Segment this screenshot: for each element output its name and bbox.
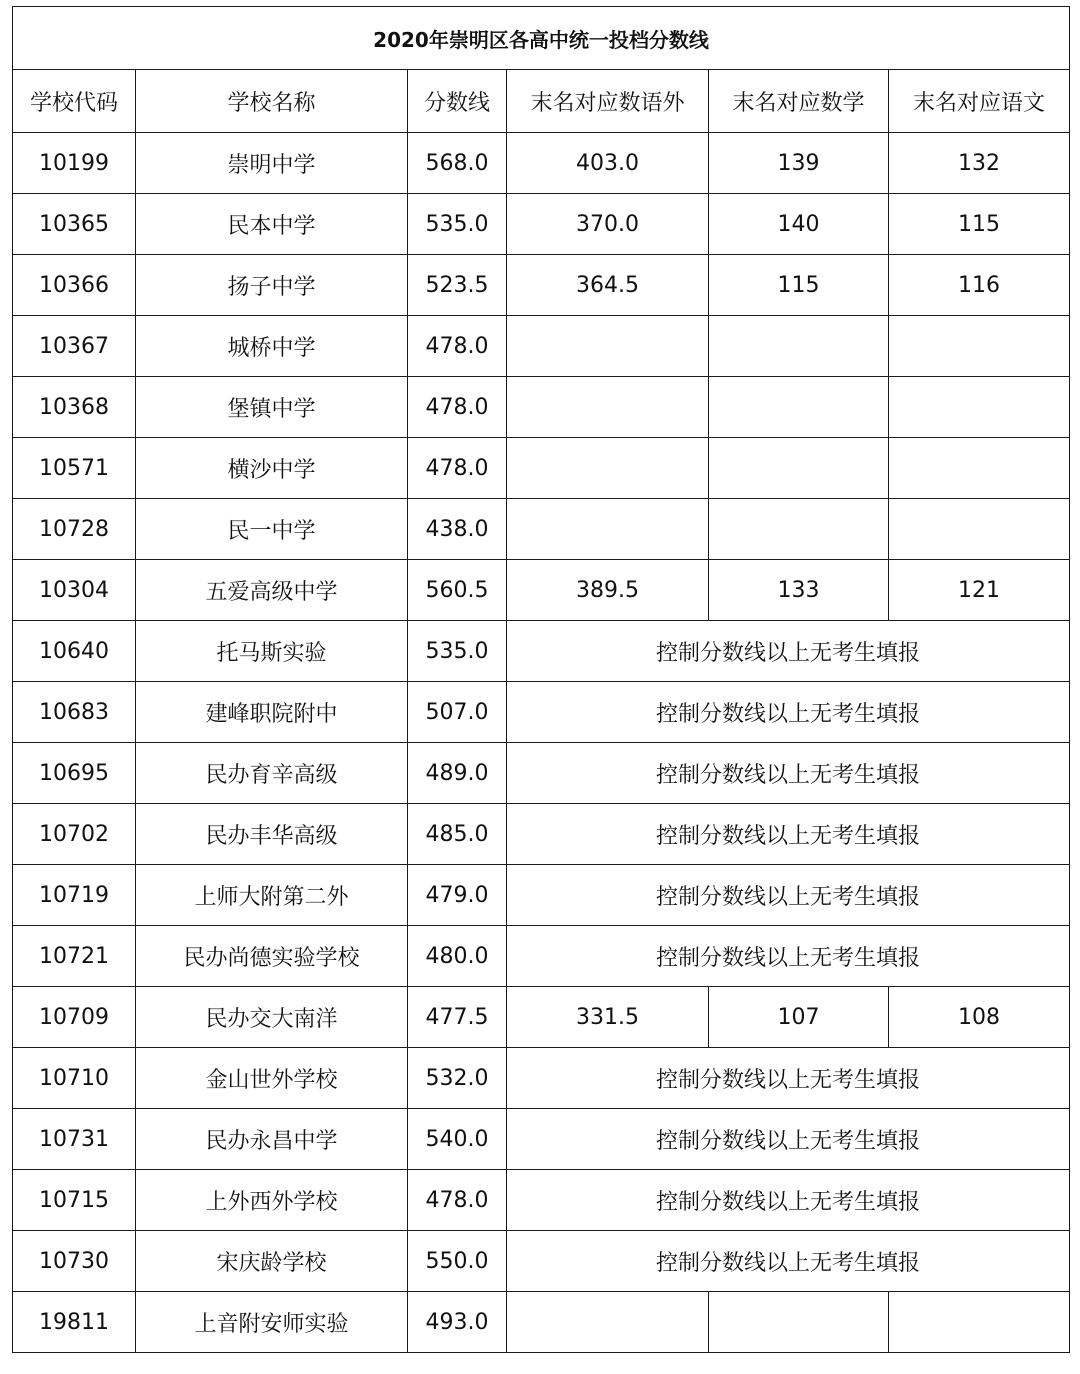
cell-school-code: 10683	[13, 682, 136, 743]
table-header-row	[13, 70, 1070, 133]
cell-school-name: 民办永昌中学	[136, 1109, 408, 1170]
table-row	[13, 804, 1070, 865]
header-school-code: 学校代码	[13, 70, 136, 133]
cell-school-name: 扬子中学	[136, 255, 408, 316]
cell-last-math: 140	[709, 194, 889, 255]
cell-note: 控制分数线以上无考生填报	[507, 621, 1070, 682]
cell-school-code: 10719	[13, 865, 136, 926]
table-row	[13, 560, 1070, 621]
cell-school-name: 金山世外学校	[136, 1048, 408, 1109]
cell-score-line: 532.0	[408, 1048, 507, 1109]
cell-last-math	[709, 499, 889, 560]
cell-school-name: 堡镇中学	[136, 377, 408, 438]
cell-last-sum-three	[507, 499, 709, 560]
cell-school-name: 上师大附第二外	[136, 865, 408, 926]
table-row	[13, 438, 1070, 499]
cell-last-math: 139	[709, 133, 889, 194]
table-row	[13, 1109, 1070, 1170]
cell-last-math	[709, 1292, 889, 1353]
table-row	[13, 1170, 1070, 1231]
cell-score-line: 485.0	[408, 804, 507, 865]
cell-last-chinese	[889, 438, 1070, 499]
cell-school-name: 民一中学	[136, 499, 408, 560]
cell-school-code: 10715	[13, 1170, 136, 1231]
cell-school-code: 10695	[13, 743, 136, 804]
score-table	[12, 6, 1070, 1353]
cell-note: 控制分数线以上无考生填报	[507, 926, 1070, 987]
cell-score-line: 507.0	[408, 682, 507, 743]
cell-school-name: 上外西外学校	[136, 1170, 408, 1231]
cell-note: 控制分数线以上无考生填报	[507, 682, 1070, 743]
cell-last-sum-three	[507, 316, 709, 377]
cell-school-code: 10640	[13, 621, 136, 682]
table-row	[13, 682, 1070, 743]
table-row	[13, 377, 1070, 438]
header-school-name: 学校名称	[136, 70, 408, 133]
cell-note: 控制分数线以上无考生填报	[507, 743, 1070, 804]
cell-score-line: 560.5	[408, 560, 507, 621]
cell-score-line: 480.0	[408, 926, 507, 987]
cell-last-math: 107	[709, 987, 889, 1048]
cell-school-name: 民办丰华高级	[136, 804, 408, 865]
cell-school-code: 10367	[13, 316, 136, 377]
cell-school-name: 民办交大南洋	[136, 987, 408, 1048]
cell-note: 控制分数线以上无考生填报	[507, 1109, 1070, 1170]
cell-last-chinese: 132	[889, 133, 1070, 194]
table-row	[13, 926, 1070, 987]
cell-last-sum-three: 364.5	[507, 255, 709, 316]
table-row	[13, 1048, 1070, 1109]
cell-score-line: 493.0	[408, 1292, 507, 1353]
cell-last-sum-three	[507, 438, 709, 499]
cell-score-line: 478.0	[408, 316, 507, 377]
cell-score-line: 438.0	[408, 499, 507, 560]
cell-school-code: 10571	[13, 438, 136, 499]
cell-last-math: 133	[709, 560, 889, 621]
cell-school-code: 10366	[13, 255, 136, 316]
cell-school-name: 横沙中学	[136, 438, 408, 499]
table-row	[13, 255, 1070, 316]
cell-school-code: 10365	[13, 194, 136, 255]
cell-last-math	[709, 438, 889, 499]
table-row	[13, 1292, 1070, 1353]
cell-school-name: 民本中学	[136, 194, 408, 255]
table-row	[13, 621, 1070, 682]
cell-note: 控制分数线以上无考生填报	[507, 1170, 1070, 1231]
table-row	[13, 133, 1070, 194]
cell-last-chinese: 108	[889, 987, 1070, 1048]
cell-last-chinese	[889, 1292, 1070, 1353]
table-body	[13, 133, 1070, 1353]
cell-school-code: 10731	[13, 1109, 136, 1170]
cell-school-code: 10702	[13, 804, 136, 865]
cell-last-chinese: 116	[889, 255, 1070, 316]
cell-school-name: 上音附安师实验	[136, 1292, 408, 1353]
cell-school-name: 宋庆龄学校	[136, 1231, 408, 1292]
cell-school-name: 托马斯实验	[136, 621, 408, 682]
cell-score-line: 489.0	[408, 743, 507, 804]
header-last-chinese: 末名对应语文	[889, 70, 1070, 133]
header-score-line: 分数线	[408, 70, 507, 133]
cell-score-line: 523.5	[408, 255, 507, 316]
cell-last-sum-three	[507, 1292, 709, 1353]
cell-last-chinese: 121	[889, 560, 1070, 621]
cell-last-sum-three: 370.0	[507, 194, 709, 255]
cell-score-line: 568.0	[408, 133, 507, 194]
cell-note: 控制分数线以上无考生填报	[507, 1048, 1070, 1109]
cell-note: 控制分数线以上无考生填报	[507, 865, 1070, 926]
cell-school-code: 19811	[13, 1292, 136, 1353]
cell-last-sum-three: 403.0	[507, 133, 709, 194]
table-row	[13, 743, 1070, 804]
cell-last-chinese	[889, 316, 1070, 377]
cell-score-line: 478.0	[408, 1170, 507, 1231]
table-row	[13, 194, 1070, 255]
cell-school-code: 10730	[13, 1231, 136, 1292]
cell-school-code: 10199	[13, 133, 136, 194]
cell-last-chinese	[889, 499, 1070, 560]
cell-school-name: 民办育辛高级	[136, 743, 408, 804]
table-row	[13, 1231, 1070, 1292]
cell-note: 控制分数线以上无考生填报	[507, 804, 1070, 865]
cell-score-line: 535.0	[408, 194, 507, 255]
cell-score-line: 550.0	[408, 1231, 507, 1292]
cell-school-code: 10728	[13, 499, 136, 560]
cell-last-chinese	[889, 377, 1070, 438]
cell-school-name: 五爱高级中学	[136, 560, 408, 621]
cell-last-math	[709, 316, 889, 377]
table-title: 2020年崇明区各高中统一投档分数线	[13, 7, 1070, 70]
cell-score-line: 535.0	[408, 621, 507, 682]
cell-score-line: 478.0	[408, 438, 507, 499]
cell-school-name: 崇明中学	[136, 133, 408, 194]
header-last-math: 末名对应数学	[709, 70, 889, 133]
cell-last-sum-three: 331.5	[507, 987, 709, 1048]
cell-school-code: 10721	[13, 926, 136, 987]
cell-school-name: 城桥中学	[136, 316, 408, 377]
cell-last-sum-three: 389.5	[507, 560, 709, 621]
cell-score-line: 477.5	[408, 987, 507, 1048]
cell-score-line: 540.0	[408, 1109, 507, 1170]
cell-school-name: 民办尚德实验学校	[136, 926, 408, 987]
table-title-row	[13, 7, 1070, 70]
cell-school-name: 建峰职院附中	[136, 682, 408, 743]
cell-school-code: 10368	[13, 377, 136, 438]
cell-school-code: 10710	[13, 1048, 136, 1109]
cell-last-chinese: 115	[889, 194, 1070, 255]
table-row	[13, 316, 1070, 377]
cell-last-sum-three	[507, 377, 709, 438]
cell-note: 控制分数线以上无考生填报	[507, 1231, 1070, 1292]
cell-last-math: 115	[709, 255, 889, 316]
header-last-sum-three: 末名对应数语外	[507, 70, 709, 133]
cell-last-math	[709, 377, 889, 438]
cell-school-code: 10304	[13, 560, 136, 621]
table-row	[13, 865, 1070, 926]
cell-score-line: 478.0	[408, 377, 507, 438]
score-table-container	[12, 6, 1069, 1353]
cell-school-code: 10709	[13, 987, 136, 1048]
table-row	[13, 499, 1070, 560]
cell-score-line: 479.0	[408, 865, 507, 926]
table-row	[13, 987, 1070, 1048]
